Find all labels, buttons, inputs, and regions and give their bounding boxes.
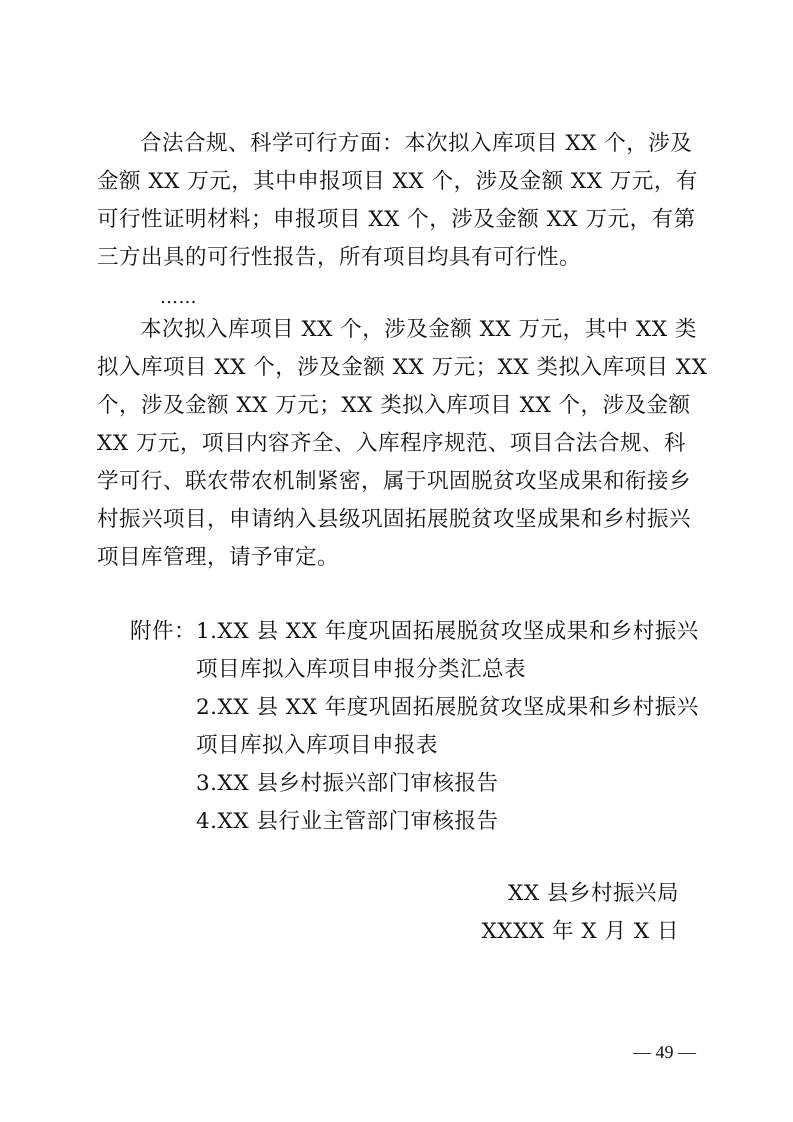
attachment-3: 3.XX 县乡村振兴部门审核报告 <box>196 771 499 796</box>
paragraph-2-line-7: 项目库管理，请予审定。 <box>97 545 340 570</box>
signature-date: XXXX 年 X 月 X 日 <box>481 919 679 944</box>
attachment-2-line-2: 项目库拟入库项目申报表 <box>196 733 439 758</box>
attachment-4: 4.XX 县行业主管部门审核报告 <box>196 809 499 834</box>
paragraph-2-line-4: XX 万元，项目内容齐全、入库程序规范、项目合法合规、科 <box>97 431 686 456</box>
paragraph-2-line-3: 个，涉及金额 XX 万元；XX 类拟入库项目 XX 个，涉及金额 <box>97 393 691 418</box>
paragraph-2-line-5: 学可行、联农带农机制紧密，属于巩固脱贫攻坚成果和衔接乡 <box>97 469 692 494</box>
paragraph-1-line-3: 可行性证明材料；申报项目 XX 个，涉及金额 XX 万元，有第 <box>97 207 696 232</box>
paragraph-2-line-1: 本次拟入库项目 XX 个，涉及金额 XX 万元，其中 XX 类 <box>140 317 697 342</box>
paragraph-1-line-2: 金额 XX 万元，其中申报项目 XX 个，涉及金额 XX 万元，有 <box>97 169 698 194</box>
paragraph-2-line-2: 拟入库项目 XX 个，涉及金额 XX 万元；XX 类拟入库项目 XX <box>97 355 708 380</box>
paragraph-1-line-4: 三方出具的可行性报告，所有项目均具有可行性。 <box>97 245 582 270</box>
paragraph-2-line-6: 村振兴项目，申请纳入县级巩固拓展脱贫攻坚成果和乡村振兴 <box>97 507 692 532</box>
attachment-2-line-1: 2.XX 县 XX 年度巩固拓展脱贫攻坚成果和乡村振兴 <box>196 695 699 720</box>
attachment-1-line-1: 1.XX 县 XX 年度巩固拓展脱贫攻坚成果和乡村振兴 <box>196 619 699 644</box>
page-number: — 49 — <box>633 1042 696 1062</box>
ellipsis: …… <box>160 287 197 308</box>
attachment-1-line-2: 项目库拟入库项目申报分类汇总表 <box>196 657 527 682</box>
attachments-label: 附件： <box>130 619 197 644</box>
signature-org: XX 县乡村振兴局 <box>508 881 679 906</box>
paragraph-1-line-1: 合法合规、科学可行方面：本次拟入库项目 XX 个，涉及 <box>140 131 693 156</box>
